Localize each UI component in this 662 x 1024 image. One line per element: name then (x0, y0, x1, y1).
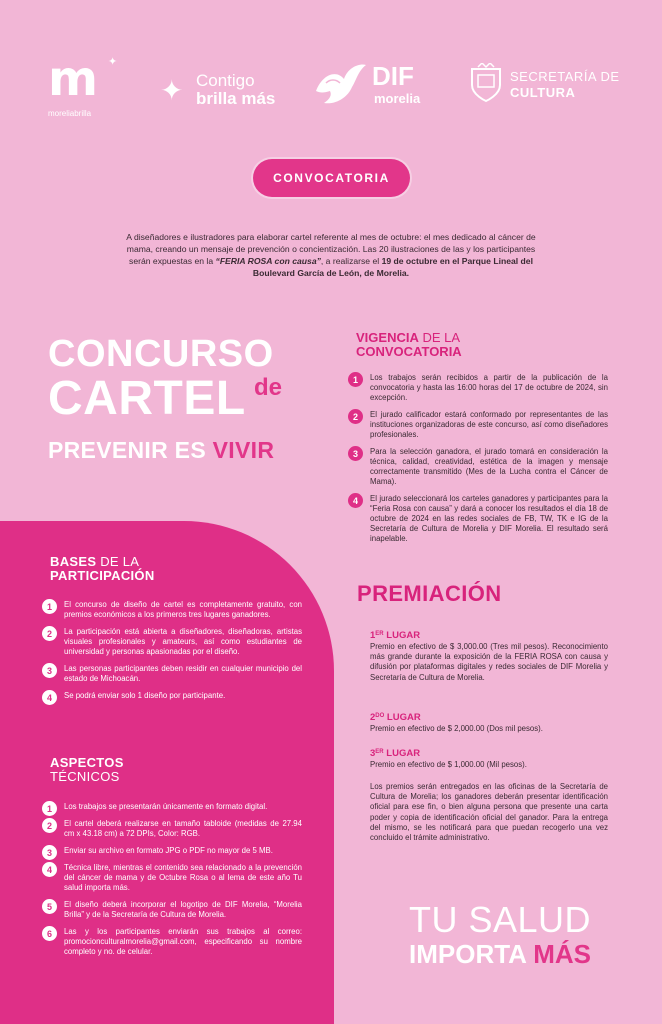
list-item-text: Los trabajos serán recibidos a partir de la publicación de la convocatoria y hasta las 16:00 horas del 17 de octubre de 2024, sin excepción. (370, 373, 608, 402)
number-badge: 1 (348, 372, 363, 387)
number-badge: 4 (348, 493, 363, 508)
sparkle-icon: ✦ (160, 75, 184, 106)
cultura-line2: CULTURA (510, 85, 576, 100)
number-badge: 4 (42, 862, 57, 877)
aspectos-title-line2: TÉCNICOS (50, 769, 120, 784)
prize-note (370, 782, 608, 843)
number-badge: 2 (348, 409, 363, 424)
number-badge: 5 (42, 899, 57, 914)
vigencia-title (356, 331, 462, 359)
number-badge: 1 (42, 599, 57, 614)
vigencia-title-line2: CONVOCATORIA (356, 344, 462, 359)
slogan-line2b: MÁS (533, 939, 591, 969)
contigo-line2: brilla más (196, 89, 276, 108)
third-place-text: Premio en efectivo de $ 1,000.00 (Mil pesos). (370, 760, 527, 769)
third-place-sup: ER (375, 749, 384, 755)
title-cartel: CARTEL (48, 372, 246, 425)
list-item-text: El jurado calificador estará conformado por representantes de las instituciones organizadoras de este concurso, así como diseñadores profesionales. (370, 410, 608, 439)
feria-name: “FERIA ROSA con causa” (215, 256, 321, 266)
number-badge: 3 (42, 663, 57, 678)
list-item (348, 410, 608, 440)
list-item-text: El cartel deberá realizarse en tamaño tabloide (medidas de 27.94 cm x 43.18 cm) a 72 DPIs, Color: RGB. (64, 819, 302, 838)
list-item-text: El diseño deberá incorporar el logotipo de DIF Morelia, “Morelia Brilla” y de la Secretaría de Cultura de Morelia. (64, 900, 302, 919)
aspectos-title-bold: ASPECTOS (50, 755, 124, 770)
slogan-line2 (380, 939, 620, 969)
first-place-number: 1 (370, 630, 376, 641)
slogan-line1: TU SALUD (408, 899, 592, 940)
dif-line2: morelia (374, 91, 421, 106)
vigencia-title-bold: VIGENCIA (356, 330, 419, 345)
list-item-text: Para la selección ganadora, el jurado tomará en consideración la técnica, calidad, creatividad, estética de la imagen y mensaje correctamente transmitido (Mes de la Lucha contra el Cáncer de Mama). (370, 447, 608, 486)
second-place-label (370, 710, 608, 724)
first-place-sup: ER (375, 631, 384, 637)
list-item-text: El concurso de diseño de cartel es completamente gratuito, con premios económicos a los primeros tres lugares ganadores. (64, 600, 302, 619)
slogan-line2a: IMPORTA (409, 939, 534, 969)
third-place-label (370, 746, 608, 760)
slogan (380, 901, 620, 969)
first-place (370, 628, 608, 683)
tagline-a: PREVENIR ES (48, 437, 213, 463)
prize-note-text: Los premios serán entregados en las oficinas de la Secretaría de Cultura de Morelia; los ganadores deberán presentar identificación oficial para ese fin, o bien alguna persona que presente una carta poder y copia de identificación oficial del ganador. Para la entrega del mismo, se les notificará para que puedan recogerlo una vez concluido el trámite administrativo. (370, 782, 608, 843)
intro-text-2: , a realizarse el (320, 256, 382, 266)
number-badge: 2 (42, 818, 57, 833)
sparkle-icon: ✦ (108, 56, 118, 68)
second-place-number: 2 (370, 712, 376, 723)
intro-text-1: A diseñadores e ilustradores para elaborar cartel referente al mes de octubre: el mes dedicado al cáncer de mama, creando un mensaje de prevención o concientización. Las 20 ilustraciones de las y los participantes serán expuestas en la (126, 232, 536, 266)
list-item-text: La participación está abierta a diseñadores, diseñadoras, artistas visuales profesionales y amateurs, así como estudiantes de universidad y personas apasionadas por el diseño. (64, 627, 302, 656)
convocatoria-badge: CONVOCATORIA (253, 159, 410, 197)
number-badge: 3 (348, 446, 363, 461)
tagline-b: VIVIR (212, 437, 275, 463)
third-place-word: LUGAR (383, 748, 421, 759)
number-badge: 1 (42, 801, 57, 816)
event-date-place: 19 de octubre en el Parque Lineal del Boulevard García de León, de Morelia. (252, 256, 533, 278)
second-place-text: Premio en efectivo de $ 2,000.00 (Dos mil pesos). (370, 724, 543, 733)
second-place (370, 710, 608, 734)
list-item (348, 494, 608, 544)
list-item-text: Las personas participantes deben residir en cualquier municipio del estado de Michoacán. (64, 664, 302, 683)
list-item (348, 447, 608, 487)
bases-title-line2: PARTICIPACIÓN (50, 568, 155, 583)
third-place (370, 746, 608, 770)
morelia-caption: moreliabrilla (48, 109, 92, 118)
list-item-text: Técnica libre, mientras el contenido sea relacionado a la prevención del cáncer de mama y de Octubre Rosa o al lema de este año Tu salud importa más. (64, 863, 302, 892)
contigo-line1: Contigo (196, 71, 255, 90)
list-item (348, 373, 608, 403)
first-place-word: LUGAR (383, 630, 421, 641)
vigencia-title-light: DE LA (418, 330, 461, 345)
number-badge: 6 (42, 926, 57, 941)
dif-line1: DIF (372, 61, 414, 91)
number-badge: 4 (42, 690, 57, 705)
list-item-text: Enviar su archivo en formato JPG o PDF no mayor de 5 MB. (64, 846, 273, 855)
cultura-line1: SECRETARÍA DE (510, 69, 620, 84)
first-place-text: Premio en efectivo de $ 3,000.00 (Tres mil pesos). Reconocimiento más grande durante la exposición de la FERIA ROSA con causa y difusión por plataformas digitales y redes sociales de DIF Morelia y Secretaría de Cultura de Morelia. (370, 642, 608, 682)
vigencia-list (348, 373, 608, 551)
second-place-word: LUGAR (384, 712, 421, 723)
list-item-text: El jurado seleccionará los carteles ganadores y participantes para la “Feria Rosa con causa” y dará a conocer los resultados el día 18 de octubre de 2024 en las redes sociales de FB, TW, TK e IG de la Secretaría de Cultura de Morelia y DIF Morelia. El resultado será inapelable. (370, 494, 608, 543)
title-de: de (254, 374, 283, 401)
morelia-mark: m (48, 51, 97, 107)
list-item-text: Los trabajos se presentarán únicamente en formato digital. (64, 802, 268, 811)
title-concurso: CONCURSO (48, 333, 274, 375)
premiacion-title: PREMIACIÓN (357, 581, 502, 606)
number-badge: 3 (42, 845, 57, 860)
third-place-number: 3 (370, 748, 376, 759)
first-place-label (370, 628, 608, 642)
bases-title-bold: BASES (50, 554, 97, 569)
bases-title-light: DE LA (96, 554, 140, 569)
list-item-text: Se podrá enviar solo 1 diseño por participante. (64, 691, 226, 700)
list-item-text: Las y los participantes enviarán sus trabajos al correo: promocionculturalmorelia@gmail.com, especificando su nombre completo y no. de celular. (64, 927, 302, 956)
number-badge: 2 (42, 626, 57, 641)
second-place-sup: DO (375, 713, 385, 719)
